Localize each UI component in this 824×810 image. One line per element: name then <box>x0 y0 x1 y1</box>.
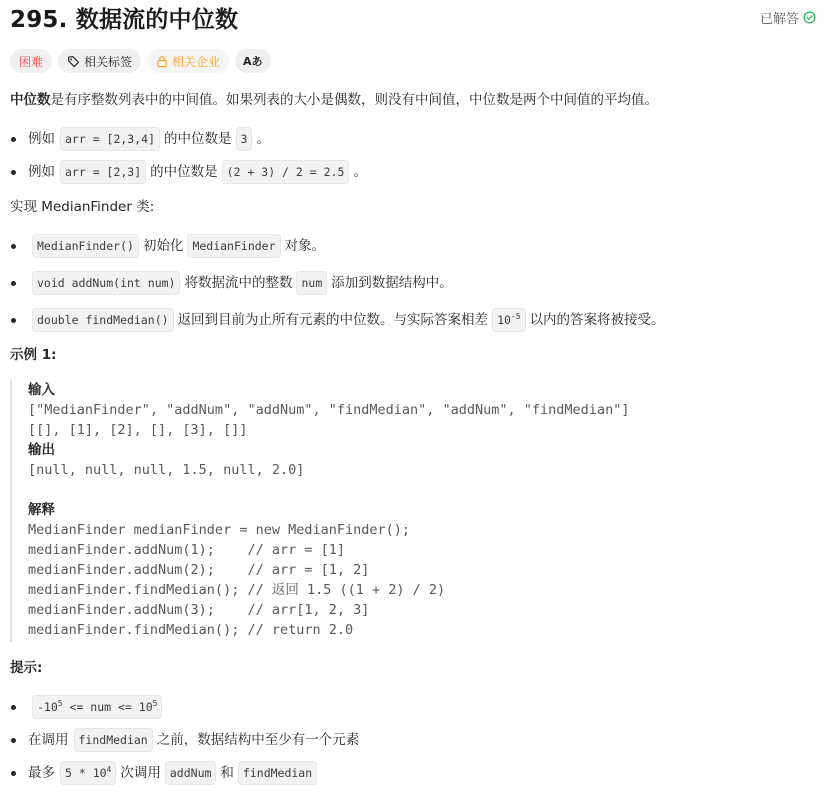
intro-text: 是有序整数列表中的中间值。如果列表的大小是偶数，则没有中间值，中位数是两个中间值的平均值。 <box>50 92 658 108</box>
code-exponent: 4 <box>106 765 112 775</box>
list-item <box>10 271 453 295</box>
inline-code: void addNum(int num) <box>32 271 180 295</box>
list-text: 以内的答案将被接受。 <box>529 312 665 328</box>
topics-tag-button[interactable] <box>58 49 141 73</box>
inline-code: num <box>296 271 327 295</box>
code-text: 5 * 10 <box>65 766 107 780</box>
list-item <box>10 761 321 785</box>
bullet <box>11 318 16 323</box>
inline-code: findMedian <box>74 728 153 752</box>
explain-line: MedianFinder medianFinder = new MedianFinder(); <box>28 522 411 538</box>
list-item <box>10 695 166 719</box>
list-text: 添加到数据结构中。 <box>331 275 453 291</box>
list-text: 在调用 <box>28 732 69 748</box>
difficulty-badge <box>10 49 52 73</box>
inline-code: findMedian <box>238 761 317 785</box>
list-text: 最多 <box>28 765 55 781</box>
explain-line: medianFinder.addNum(3); // arr[1, 2, 3] <box>28 602 370 618</box>
explain-line: medianFinder.findMedian(); // return 2.0 <box>28 622 354 638</box>
code-text: 10 <box>497 313 511 327</box>
list-text: 次调用 <box>120 765 161 781</box>
topics-tag-label: 相关标签 <box>84 54 133 69</box>
bullet <box>11 170 16 175</box>
explain-line: medianFinder.addNum(1); // arr = [1] <box>28 542 345 558</box>
code-exponent: 5 <box>152 699 158 709</box>
list-text: 返回到目前为止所有元素的中位数。与实际答案相差 <box>177 312 489 328</box>
intro-paragraph <box>10 90 658 110</box>
bullet <box>11 281 16 286</box>
difficulty-label: 困难 <box>19 54 44 69</box>
companies-tag-label: 相关企业 <box>172 54 221 69</box>
companies-tag-button[interactable] <box>147 49 229 73</box>
font-icon: Aあ <box>243 55 263 68</box>
example-block <box>10 380 650 642</box>
explain-label: 解释 <box>28 502 55 518</box>
inline-code: (2 + 3) / 2 = 2.5 <box>222 160 350 184</box>
input-line: ["MedianFinder", "addNum", "addNum", "findMedian", "addNum", "findMedian"] <box>28 402 630 418</box>
inline-code: MedianFinder() <box>32 234 139 258</box>
output-label: 输出 <box>28 442 55 458</box>
list-text: 之前，数据结构中至少有一个元素 <box>156 732 360 748</box>
inline-code <box>32 695 162 719</box>
bullet <box>11 771 16 776</box>
output-line: [null, null, null, 1.5, null, 2.0] <box>28 462 305 478</box>
list-item <box>10 728 359 752</box>
list-text: 初始化 <box>142 238 184 254</box>
check-circle-icon <box>803 11 816 24</box>
blank-line <box>28 480 650 500</box>
input-line: [[], [1], [2], [], [3], []] <box>28 422 248 438</box>
explain-line: medianFinder.findMedian(); // 返回 1.5 ((1 + 2) / 2) <box>28 582 446 598</box>
list-text: 例如 <box>28 164 55 180</box>
list-item <box>10 160 367 184</box>
code-text: -10 <box>37 700 58 714</box>
code-exponent: 5 <box>57 699 63 709</box>
list-text: 和 <box>220 765 234 781</box>
font-size-button[interactable] <box>235 49 271 73</box>
inline-code <box>60 761 116 785</box>
list-text: 将数据流中的整数 <box>184 275 293 291</box>
intro-bold: 中位数 <box>10 92 51 108</box>
solved-status[interactable] <box>760 8 816 27</box>
tag-bar <box>10 49 271 73</box>
list-text: 的中位数是 <box>164 131 232 147</box>
inline-code: 3 <box>236 127 253 151</box>
list-text: 。 <box>256 131 270 147</box>
bullet <box>11 705 16 710</box>
inline-code: arr = [2,3,4] <box>60 127 160 151</box>
bullet <box>11 738 16 743</box>
explain-line: medianFinder.addNum(2); // arr = [1, 2] <box>28 562 370 578</box>
lock-icon <box>156 55 168 68</box>
inline-code: MedianFinder <box>187 234 280 258</box>
list-text: 。 <box>353 164 367 180</box>
problem-title: 295. 数据流的中位数 <box>10 7 239 33</box>
list-item <box>10 127 270 151</box>
inline-code: double findMedian() <box>32 308 174 332</box>
hints-heading: 提示: <box>10 660 43 676</box>
tag-icon <box>67 55 80 68</box>
inline-code: addNum <box>165 761 217 785</box>
inline-code: arr = [2,3] <box>60 160 146 184</box>
solved-label: 已解答 <box>759 12 799 27</box>
inline-code <box>492 308 526 332</box>
code-exponent: -5 <box>510 312 521 322</box>
list-text: 的中位数是 <box>150 164 218 180</box>
list-text: 对象。 <box>284 238 326 254</box>
list-item <box>10 308 665 332</box>
implement-heading: 实现 MedianFinder 类: <box>10 199 155 215</box>
input-label: 输入 <box>28 382 55 398</box>
list-item <box>10 234 325 258</box>
code-text: <= num <= 10 <box>62 700 153 714</box>
bullet <box>11 137 16 142</box>
list-text: 例如 <box>28 131 55 147</box>
bullet <box>11 244 16 249</box>
example-heading: 示例 1: <box>10 347 57 363</box>
